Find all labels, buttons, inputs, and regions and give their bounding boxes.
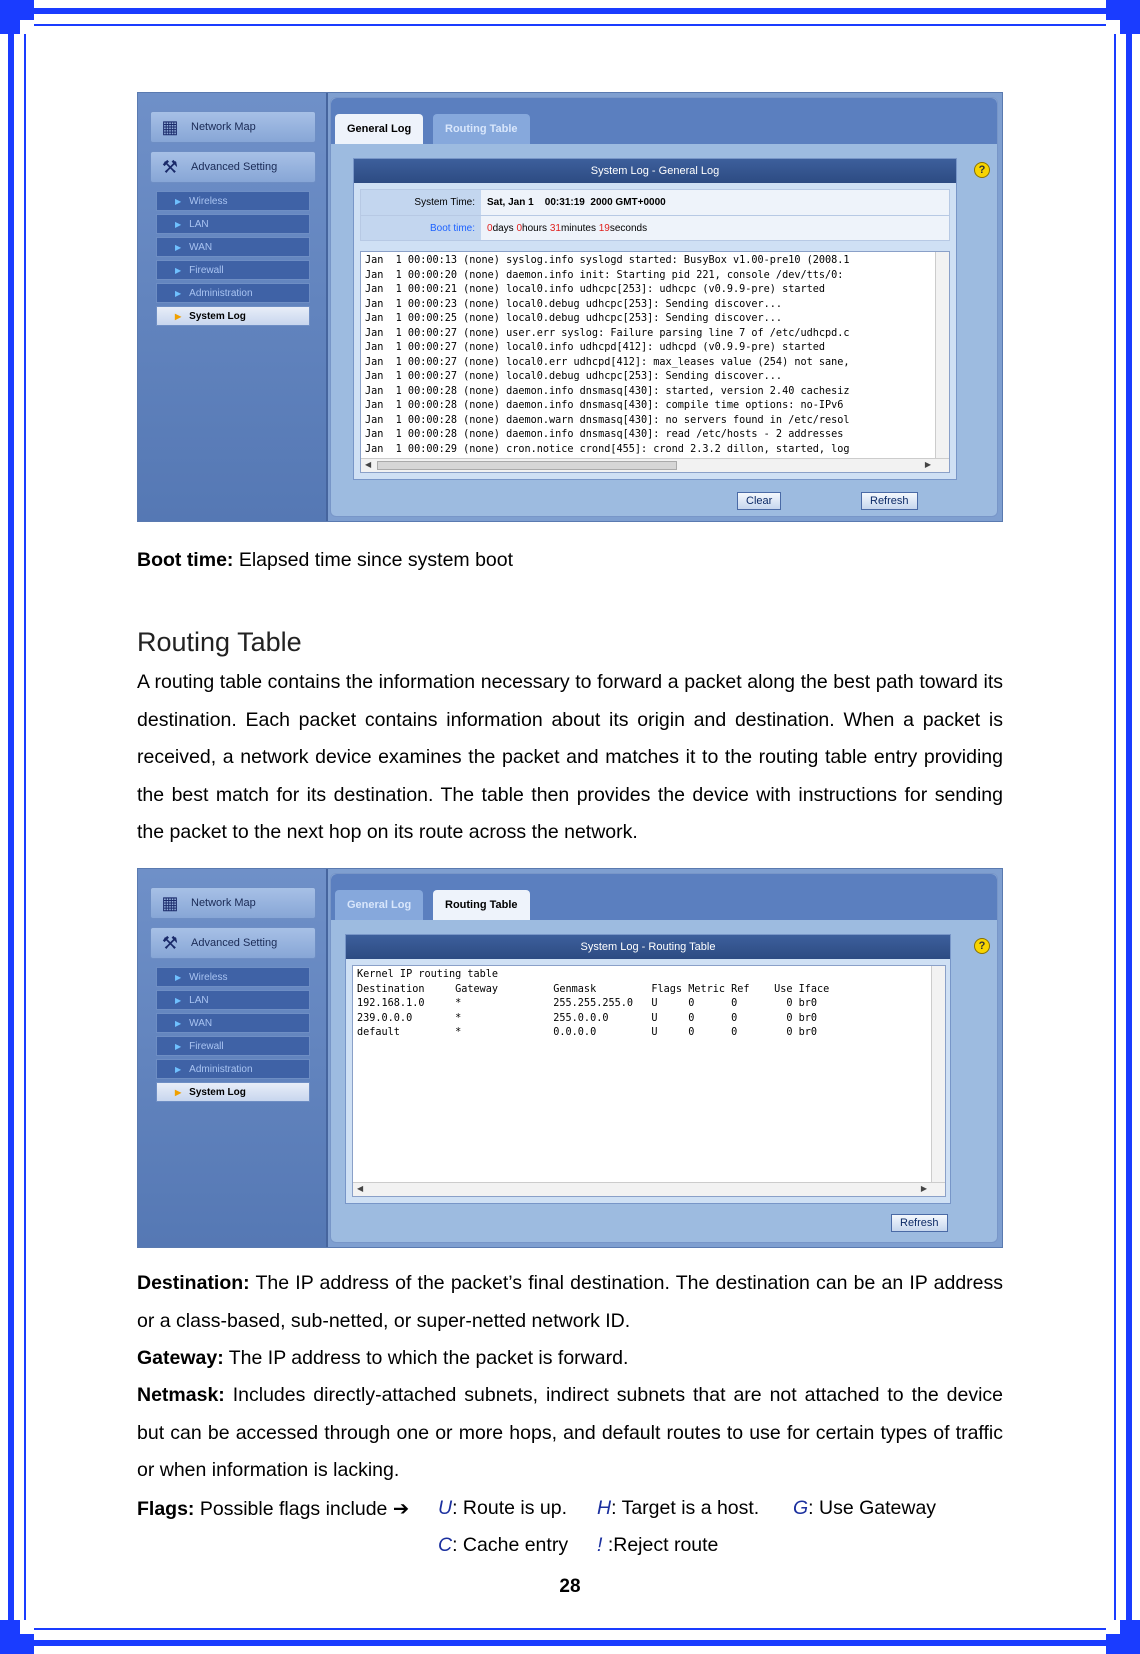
sidebar-item-wan[interactable] [156,1013,310,1033]
arrow-right-icon: ▶ [175,288,182,298]
flags-text: Possible flags include [194,1498,393,1520]
panel-title: System Log - Routing Table [346,935,950,959]
sidebar-item-label: LAN [189,994,209,1006]
sidebar-item-label: Administration [189,287,253,299]
sidebar-item-label: WAN [189,1017,213,1029]
sidebar-item-label: Firewall [189,1040,224,1052]
sidebar-item-administration[interactable] [156,1059,310,1079]
general-log-box [353,158,957,480]
netmask-description [137,1377,1003,1490]
tools-icon: ⚒ [161,157,179,177]
flag-c-text: : Cache entry [452,1534,569,1556]
boot-hours: 0 [516,223,523,234]
boot-minutes-unit: minutes [560,223,599,234]
sidebar-item-label: Administration [189,1063,253,1075]
sidebar-item-wan[interactable] [156,237,310,257]
boot-time-caption [137,542,1003,580]
sidebar-item-label: Wireless [189,195,228,207]
caption-text: Elapsed time since system boot [233,549,514,571]
arrow-right-icon: ▶ [175,265,182,275]
arrow-right-icon: ▶ [175,1064,182,1074]
flag-u [438,1497,567,1520]
general-log-screenshot [137,92,1003,522]
arrow-right-icon: ▶ [175,196,182,206]
horizontal-scrollbar[interactable] [353,1182,945,1196]
term-destination: Destination: [137,1272,250,1294]
boot-time-value [481,216,949,240]
sidebar [138,93,328,521]
system-time-row [361,190,949,215]
help-icon[interactable]: ? [974,162,990,178]
sidebar-item-label: Wireless [189,971,228,983]
main-panel [330,873,998,1243]
scroll-thumb[interactable] [377,461,677,470]
sidebar-item-advanced-setting[interactable] [150,151,316,183]
arrow-right-icon: ▶ [175,1018,182,1028]
flag-g-text: : Use Gateway [808,1497,937,1519]
netmask-text: Includes directly-attached subnets, indirect subnets that are not attached to the device but can be accessed through one or more hops, and default routes to use for certain types of traffic or when information is lacking. [137,1384,1003,1481]
sidebar-item-label: System Log [189,1086,246,1098]
term-flags: Flags: [137,1498,195,1520]
arrow-right-icon: ➔ [392,1498,410,1520]
flag-u-text: : Route is up. [452,1497,567,1519]
boot-seconds: 19 [598,223,610,234]
flag-h-symbol: H [597,1497,612,1519]
sidebar [138,869,328,1247]
clear-button[interactable]: Clear [737,492,781,510]
boot-time-row [361,215,949,240]
corner-ornament [1106,0,1140,34]
horizontal-scrollbar[interactable] [361,458,949,472]
sidebar-item-label: Network Map [191,121,256,133]
flag-c [438,1534,568,1557]
corner-ornament [0,1620,34,1654]
flag-h [597,1497,759,1520]
section-heading: Routing Table [137,627,302,657]
sidebar-item-system-log[interactable] [156,1082,310,1102]
flags-description [137,1497,409,1521]
gateway-text: The IP address to which the packet is forward. [223,1347,629,1369]
panel-title: System Log - General Log [354,159,956,183]
sidebar-item-wireless[interactable] [156,967,310,987]
sidebar-item-label: Advanced Setting [191,161,278,173]
routing-table-intro: A routing table contains the information necessary to forward a packet along the best path toward its destination. Each packet contains information about its origin and destination. When a packet is received, a network device examines the packet and matches it to the routing table entry providing the best match for its destination. The table then provides the device with instructions for sending the packet to the next hop on its route across the network. [137,671,1003,843]
caption-term: Boot time: [137,549,234,571]
corner-ornament [1106,1620,1140,1654]
vertical-scrollbar[interactable] [935,252,949,458]
sidebar-item-lan[interactable] [156,990,310,1010]
routing-text: Kernel IP routing table Destination Gateway Genmask Flags Metric Ref Use Iface 192.168.1.0 * 255.255.255.0 U 0 0 0 br0 239.0.0.0 * 255.0.0.0 U 0 0 0 br0 default * 0.0.0.0 U 0 0 0 br0 [357,969,830,1038]
tab-general-log[interactable]: General Log [335,114,423,144]
scroll-right-icon[interactable]: ▶ [924,460,931,469]
gateway-description [137,1340,1003,1378]
help-icon[interactable]: ? [974,938,990,954]
routing-textarea[interactable] [352,965,946,1197]
arrow-right-icon: ▶ [175,1041,182,1051]
tab-routing-table[interactable]: Routing Table [433,114,530,144]
network-map-icon: ▦ [161,117,179,137]
arrow-right-icon: ▶ [175,242,182,252]
arrow-right-icon: ▶ [175,972,182,982]
sidebar-item-system-log[interactable] [156,306,310,326]
flag-h-text: : Target is a host. [611,1497,760,1519]
sidebar-item-label: Firewall [189,264,224,276]
arrow-right-icon: ▶ [175,219,182,229]
log-text: Jan 1 00:00:13 (none) syslog.info syslogd started: BusyBox v1.00-pre10 (2008.1 Jan 1 00:00:20 (none) daemon.info init: Starting pid 221, console /dev/tts/0: Jan 1 00:00:21 (none) local0.info udhcpc[253]: udhcpc (v0.9.9-pre) started Jan 1 00:00:23 (none) local0.debug udhcpc[253]: Sending discover... Jan 1 00:00:25 (none) local0.debug udhcpc[253]: Sending discover... Jan 1 00:00:27 (none) user.err syslog: Failure parsing line 7 of /etc/udhcpd.c Jan 1 00:00:27 (none) local0.info udhcpd[412]: udhcpd (v0.9.9-pre) started Jan 1 00:00:27 (none) local0.err udhcpd[412]: max_leases value (254) not sane, Jan 1 00:00:27 (none) local0.debug udhcpc[253]: Sending discover... Jan 1 00:00:28 (none) daemon.info dnsmasq[430]: started, version 2.40 cachesiz Jan 1 00:00:28 (none) daemon.info dnsmasq[430]: compile time options: no-IPv6 Jan 1 00:00:28 (none) daemon.warn dnsmasq[430]: no servers found in /etc/resol Jan 1 00:00:28 (none) daemon.info dnsmasq[430]: read /etc/hosts - 2 addresses Jan 1 00:00:29 (none) cron.notice crond[455]: crond 2.3.2 dillon, started, log [365,255,850,455]
scroll-left-icon[interactable]: ◀ [365,460,372,469]
sidebar-item-label: WAN [189,241,213,253]
routing-table-box [345,934,951,1204]
scroll-left-icon[interactable]: ◀ [357,1184,364,1193]
tab-general-log[interactable]: General Log [335,890,423,920]
page-number: 28 [559,1576,581,1597]
flag-reject [597,1534,718,1557]
refresh-button[interactable]: Refresh [891,1214,948,1232]
arrow-right-icon: ▶ [175,995,182,1005]
boot-days: 0 [487,223,493,234]
tab-bar [331,874,997,920]
sidebar-item-label: Advanced Setting [191,937,278,949]
term-netmask: Netmask: [137,1384,225,1406]
corner-ornament [0,0,34,34]
sidebar-item-firewall[interactable] [156,260,310,280]
destination-text: The IP address of the packet’s final destination. The destination can be an IP address or a class-based, sub-netted, or super-netted network ID. [137,1272,1003,1332]
flag-reject-symbol: ! [597,1534,603,1556]
sidebar-item-label: System Log [189,310,246,322]
network-map-icon: ▦ [161,893,179,913]
boot-seconds-unit: seconds [609,223,648,234]
boot-hours-unit: hours [522,223,550,234]
main-panel [330,97,998,517]
sidebar-item-advanced-setting[interactable] [150,927,316,959]
flag-c-symbol: C [438,1534,453,1556]
routing-table-screenshot [137,868,1003,1248]
sidebar-item-label: LAN [189,218,209,230]
arrow-right-icon: ▶ [175,311,182,321]
scroll-right-icon[interactable]: ▶ [920,1184,927,1193]
sidebar-item-firewall[interactable] [156,1036,310,1056]
tools-icon: ⚒ [161,933,179,953]
flag-reject-text: :Reject route [602,1534,719,1556]
vertical-scrollbar[interactable] [931,966,945,1182]
flag-g [793,1497,936,1520]
sidebar-item-label: Network Map [191,897,256,909]
tab-bar [331,98,997,144]
sidebar-item-administration[interactable] [156,283,310,303]
system-time-label: System Time: [361,190,481,215]
time-info-table [360,189,950,241]
sidebar-item-lan[interactable] [156,214,310,234]
log-textarea[interactable] [360,251,950,473]
term-gateway: Gateway: [137,1347,224,1369]
boot-time-label: Boot time: [361,216,481,240]
sidebar-item-network-map[interactable] [150,111,316,143]
sidebar-item-network-map[interactable] [150,887,316,919]
boot-minutes: 31 [549,223,561,234]
system-time-value: Sat, Jan 1 00:31:19 2000 GMT+0000 [481,190,949,215]
sidebar-item-wireless[interactable] [156,191,310,211]
flag-u-symbol: U [438,1497,453,1519]
boot-days-unit: days [492,223,517,234]
destination-description [137,1265,1003,1340]
refresh-button[interactable]: Refresh [861,492,918,510]
tab-routing-table[interactable]: Routing Table [433,890,530,920]
arrow-right-icon: ▶ [175,1087,182,1097]
flag-g-symbol: G [793,1497,809,1519]
